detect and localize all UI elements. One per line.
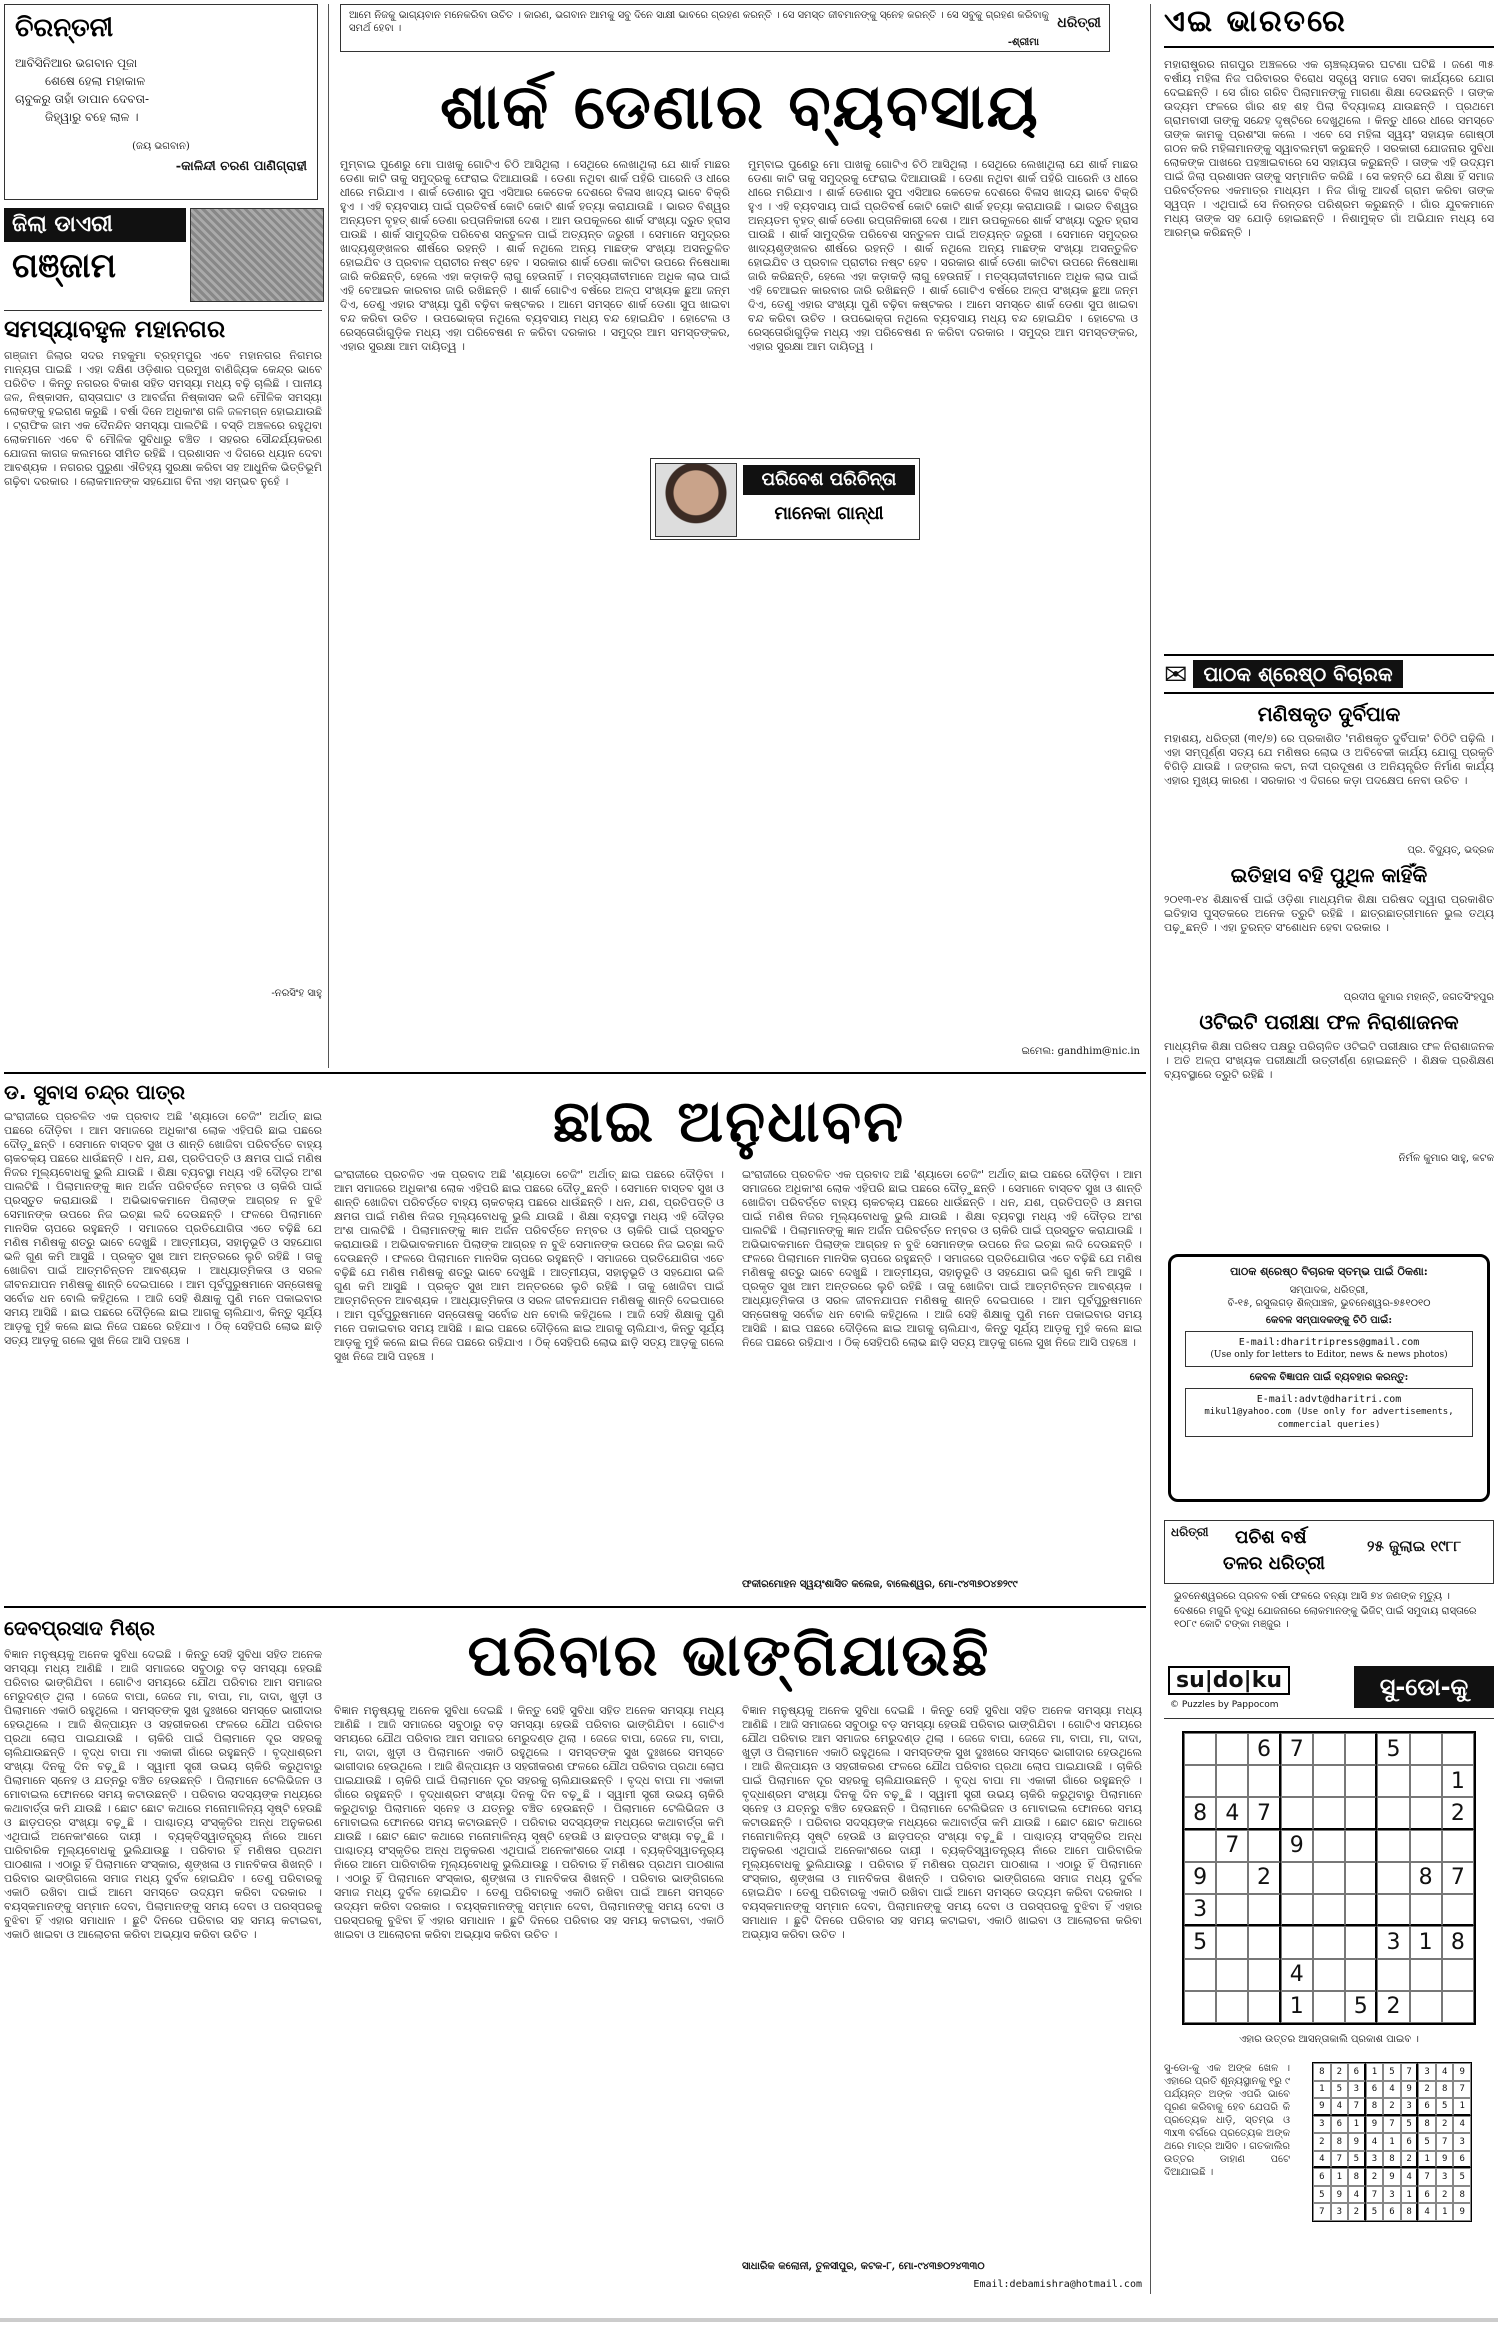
solution-cell: 5 (1401, 2116, 1419, 2134)
sudoku-cell[interactable] (1377, 1830, 1409, 1862)
solution-cell: 8 (1366, 2098, 1384, 2116)
solution-cell: 1 (1418, 2151, 1436, 2169)
shark-article (340, 158, 1140, 1058)
chhai-body-col1: ଇଂରାଜୀରେ ପ୍ରଚଳିତ ଏକ ପ୍ରବାଦ ଅଛି 'ଶ୍ୟାଡୋ ଚେଜିଂ' ଅର୍ଥାତ୍ ଛାଇ ପଛରେ ଦୌଡ଼ିବା । ଆମ ସମାଜରେ ଅଧିକାଂଶ ଲୋକ ଏହିପରି ଛାଇ ପଛରେ ଦୌଡ଼ୁଛନ୍ତି । ସେମାନେ ବାସ୍ତବ ସୁଖ ଓ ଶାନ୍ତି ଖୋଜିବା ପରିବର୍ତ୍ତେ ବାହ୍ୟ ଚାକଚକ୍ୟ ପଛରେ ଧାଉଁଛନ୍ତି । ଧନ, ଯଶ, ପ୍ରତିପତ୍ତି ଓ କ୍ଷମତା ପାଇଁ ମଣିଷ ନିଜର ମୂଲ୍ୟବୋଧକୁ ଭୁଲି ଯାଉଛି । ଶିକ୍ଷା ବ୍ୟବସ୍ଥା ମଧ୍ୟ ଏହି ଦୌଡ଼ର ଅଂଶ ପାଲଟିଛି । ପିଲାମାନଙ୍କୁ ଜ୍ଞାନ ଅର୍ଜନ ପରିବର୍ତ୍ତେ ନମ୍ବର ଓ ଚାକିରି ପାଇଁ ପ୍ରସ୍ତୁତ କରାଯାଉଛି । ଅଭିଭାବକମାନେ ପିଲାଙ୍କ ଆଗ୍ରହ ନ ବୁଝି ସେମାନଙ୍କ ଉପରେ ନିଜ ଇଚ୍ଛା ଲଦି ଦେଉଛନ୍ତି । ଫଳରେ ପିଲାମାନେ ମାନସିକ ଚାପରେ ରହୁଛନ୍ତି । ସମାଜରେ ପ୍ରତିଯୋଗିତା ଏତେ ବଢ଼ିଛି ଯେ ମଣିଷ ମଣିଷକୁ ଶତ୍ରୁ ଭାବେ ଦେଖୁଛି । ଆତ୍ମୀୟତା, ସହାନୁଭୂତି ଓ ସହଯୋଗ ଭଳି ଗୁଣ କମି ଆସୁଛି । ପ୍ରକୃତ ସୁଖ ଆମ ଅନ୍ତରରେ ଲୁଚି ରହିଛି । ତାକୁ ଖୋଜିବା ପାଇଁ ଆତ୍ମଚିନ୍ତନ ଆବଶ୍ୟକ । ଆଧ୍ୟାତ୍ମିକତା ଓ ସରଳ ଜୀବନଯାପନ ମଣିଷକୁ ଶାନ୍ତି ଦେଇପାରେ । ଆମ ପୂର୍ବପୁରୁଷମାନେ ସନ୍ତୋଷକୁ ସର୍ବୋଚ୍ଚ ଧନ ବୋଲି କହିଥିଲେ । ଆଜି ସେହି ଶିକ୍ଷାକୁ ପୁଣି ମନେ ପକାଇବାର ସମୟ ଆସିଛି । ଛାଇ ପଛରେ ଦୌଡ଼ିଲେ ଛାଇ ଆଗକୁ ଚାଲିଯାଏ, କିନ୍ତୁ ସୂର୍ଯ୍ୟ ଆଡ଼କୁ ମୁହଁ କଲେ ଛାଇ ନିଜେ ପଛରେ ରହିଯାଏ । ଠିକ୍ ସେହିପରି ଲୋଭ ଛାଡ଼ି ସତ୍ୟ ଆଡ଼କୁ ଗଲେ ସୁଖ ନିଜେ ଆସି ପହଞ୍ଚେ । (4, 1110, 322, 1347)
solution-cell: 4 (1313, 2151, 1331, 2169)
poem-line: ଆବିସିନିଆର ଭଗବାନ ପୂଜା (15, 56, 138, 70)
sudoku-cell[interactable] (1313, 1765, 1345, 1797)
sudoku-cell[interactable] (1377, 1797, 1409, 1829)
masthead-title: ଏଇ ଭାରତରେ (1164, 4, 1347, 39)
sudoku-cell[interactable] (1281, 1894, 1313, 1926)
sudoku-cell[interactable] (1442, 1959, 1474, 1991)
solution-cell: 6 (1418, 2098, 1436, 2116)
poem-line: ଶେଷେ ହେଲା ମହାକାଳ (45, 74, 146, 88)
solution-cell: 9 (1453, 2063, 1471, 2081)
sudoku-cell: 1 (1410, 1926, 1442, 1958)
solution-cell: 6 (1383, 2203, 1401, 2221)
solution-cell: 8 (1348, 2168, 1366, 2186)
sudoku-cell[interactable] (1345, 1733, 1377, 1765)
quote-text: ଆମେ ନିଜକୁ ଭାଗ୍ୟବାନ ମନେକରିବା ଉଚିତ । କାରଣ, ଭଗବାନ ଆମକୁ ସବୁ ଦିନେ ସାକ୍ଷୀ ଭାବରେ ଗ୍ରହଣ କରନ୍ତି । ସେ ସମସ୍ତ ଜୀବମାନଙ୍କୁ ସ୍ନେହ କରନ୍ତି । ସେ ସବୁକୁ ଗ୍ରହଣ କରିବାକୁ ସମର୍ଥ ହେବା । (349, 10, 1049, 34)
contact-email[interactable]: E-mail:dharitripress@gmail.com (1238, 1337, 1420, 1348)
solution-cell: 7 (1313, 2203, 1331, 2221)
sudoku-cell: 9 (1184, 1862, 1216, 1894)
sudoku-cell[interactable] (1248, 1765, 1280, 1797)
district-headline: ସମସ୍ୟାବହୁଳ ମହାନଗର (4, 310, 322, 343)
solution-cell: 1 (1366, 2063, 1384, 2081)
sudoku-cell[interactable] (1345, 1797, 1377, 1829)
sudoku-cell[interactable] (1313, 1959, 1345, 1991)
sudoku-cell[interactable] (1410, 1765, 1442, 1797)
solution-cell: 1 (1331, 2168, 1349, 2186)
quote-brand: ଧରିତ୍ରୀ (1057, 15, 1101, 31)
solution-cell: 7 (1366, 2186, 1384, 2204)
solution-cell: 2 (1331, 2063, 1349, 2081)
solution-cell: 9 (1383, 2168, 1401, 2186)
sudoku-cell[interactable] (1281, 1862, 1313, 1894)
sudoku-cell[interactable] (1216, 1926, 1248, 1958)
contact-email-note: (Use only for letters to Editor, news & news photos) (1210, 1350, 1448, 1360)
solution-cell: 6 (1401, 2133, 1419, 2151)
sudoku-cell[interactable] (1345, 1765, 1377, 1797)
district-name: ଗଞ୍ଜାମ (12, 246, 117, 286)
poem-line: ଚାବୁକରୁ ତାହାଁ ଡାପାନ ଦେବତା- (15, 92, 150, 106)
solution-cell: 2 (1401, 2151, 1419, 2169)
sudoku-cell[interactable] (1281, 1765, 1313, 1797)
solution-cell: 9 (1313, 2098, 1331, 2116)
sudoku-cell[interactable] (1410, 1894, 1442, 1926)
solution-cell: 4 (1366, 2133, 1384, 2151)
letter-body: ମହାଶୟ, ଧରିତ୍ରୀ (୩୧/୭) ରେ ପ୍ରକାଶିତ 'ମଣିଷକୃତ ଦୁର୍ବିପାକ' ଚିଠିଟି ପଢ଼ିଲି । ଏହା ସମ୍ପୂର୍ଣ୍ଣ ସତ୍ୟ ଯେ ମଣିଷର ଲୋଭ ଓ ଅବିବେକୀ କାର୍ଯ୍ୟ ଯୋଗୁ ପ୍ରକୃତି ବିଗିଡ଼ି ଯାଉଛି । ଜଙ୍ଗଲ କଟା, ନଦୀ ପ୍ରଦୂଷଣ ଓ ଅନିୟନ୍ତ୍ରିତ ନିର୍ମାଣ କାର୍ଯ୍ୟ ଏହାର ମୁଖ୍ୟ କାରଣ । ସରକାର ଏ ଦିଗରେ କଡ଼ା ପଦକ୍ଷେପ ନେବା ଉଚିତ । (1164, 732, 1494, 787)
contact-note: କେବଳ ବିଜ୍ଞାପନ ପାଇଁ ବ୍ୟବହାର କରନ୍ତୁ: (1249, 1372, 1409, 1383)
sudoku-cell[interactable] (1281, 1926, 1313, 1958)
sudoku-cell[interactable] (1216, 1733, 1248, 1765)
family-email[interactable]: Email:debamishra@hotmail.com (973, 2279, 1142, 2290)
sudoku-brand: su|do|ku (1168, 1666, 1290, 1695)
sudoku-cell[interactable] (1377, 1894, 1409, 1926)
right-top-article: ମହାରାଷ୍ଟ୍ରର ନାଗପୁର ଅଞ୍ଚଳରେ ଏକ ଚାଞ୍ଚଲ୍ୟକର ଘଟଣା ଘଟିଛି । ଜଣେ ୩୫ ବର୍ଷୀୟ ମହିଳା ନିଜ ପରିବାରର ବିରୋଧ ସତ୍ତ୍ୱେ ସମାଜ ସେବା କାର୍ଯ୍ୟରେ ଯୋଗ ଦେଇଛନ୍ତି । ସେ ଗାଁର ଗରିବ ପିଲାମାନଙ୍କୁ ମାଗଣା ଶିକ୍ଷା ଦେଉଛନ୍ତି । ତାଙ୍କ ଉଦ୍ୟମ ଫଳରେ ଗାଁର ଶହ ଶହ ପିଲା ବିଦ୍ୟାଳୟ ଯାଉଛନ୍ତି । ପ୍ରଥମେ ଗ୍ରାମବାସୀ ତାଙ୍କୁ ସନ୍ଦେହ ଦୃଷ୍ଟିରେ ଦେଖୁଥିଲେ । କିନ୍ତୁ ଧୀରେ ଧୀରେ ସମସ୍ତେ ତାଙ୍କ କାମକୁ ପ୍ରଶଂସା କଲେ । ଏବେ ସେ ମହିଳା ସ୍ୱୟଂ ସହାୟକ ଗୋଷ୍ଠୀ ଗଠନ କରି ମହିଳାମାନଙ୍କୁ ସ୍ୱାବଲମ୍ବୀ କରୁଛନ୍ତି । ସରକାରୀ ଯୋଜନାର ସୁବିଧା ଲୋକଙ୍କ ପାଖରେ ପହଞ୍ଚାଇବାରେ ସେ ସହାୟତା କରୁଛନ୍ତି । ତାଙ୍କ ଏହି ଉଦ୍ୟମ ପାଇଁ ଜିଲା ପ୍ରଶାସନ ତାଙ୍କୁ ସମ୍ମାନିତ କରିଛି । ସେ କହନ୍ତି ଯେ ଶିକ୍ଷା ହିଁ ସମାଜ ପରିବର୍ତ୍ତନର ଏକମାତ୍ର ମାଧ୍ୟମ । ନିଜ ଗାଁକୁ ଆଦର୍ଶ ଗ୍ରାମ କରିବା ତାଙ୍କ ସ୍ୱପ୍ନ । ଏଥିପାଇଁ ସେ ନିରନ୍ତର ପରିଶ୍ରମ କରୁଛନ୍ତି । ଗାଁର ଯୁବକମାନେ ମଧ୍ୟ ତାଙ୍କ ସହ ଯୋଡ଼ି ହୋଇଛନ୍ତି । ନିଶାମୁକ୍ତ ଗାଁ ଅଭିଯାନ ମଧ୍ୟ ସେ ଆରମ୍ଭ କରିଛନ୍ତି । (1164, 58, 1494, 239)
solution-cell: 7 (1418, 2168, 1436, 2186)
solution-cell: 4 (1331, 2098, 1349, 2116)
solution-cell: 1 (1453, 2098, 1471, 2116)
sudoku-cell[interactable] (1410, 1797, 1442, 1829)
solution-cell: 4 (1401, 2168, 1419, 2186)
district-photo (190, 208, 324, 302)
sudoku-cell[interactable] (1216, 1991, 1248, 2023)
sudoku-cell: 8 (1442, 1926, 1474, 1958)
anniversary-title: ତଳର ଧରିତ୍ରୀ (1223, 1553, 1325, 1574)
poem-source: (ଜୟ ଭଗବାନ) (132, 141, 190, 152)
sudoku-cell[interactable] (1184, 1733, 1216, 1765)
sudoku-cell[interactable] (1313, 1894, 1345, 1926)
family-article (4, 1612, 1146, 2302)
sudoku-cell: 2 (1377, 1991, 1409, 2023)
sudoku-cell[interactable] (1442, 1894, 1474, 1926)
contact-address: ବି-୧୫, ରସୁଲଗଡ଼ ଶିଳ୍ପାଞ୍ଚଳ, ଭୁବନେଶ୍ୱର-୭୫୧୦୧୦ (1227, 1298, 1431, 1309)
solution-cell: 9 (1348, 2133, 1366, 2151)
solution-cell: 8 (1401, 2203, 1419, 2221)
sudoku-section (1164, 1662, 1494, 2292)
solution-cell: 2 (1383, 2098, 1401, 2116)
sudoku-cell: 6 (1248, 1733, 1280, 1765)
sudoku-cell: 7 (1442, 1862, 1474, 1894)
sudoku-cell[interactable] (1248, 1991, 1280, 2023)
sudoku-solution-heading: ଏହାର ଉତ୍ତର ଆସନ୍ତାକାଲି ପ୍ରକାଶ ପାଇବ । (1239, 2034, 1419, 2045)
solution-cell: 9 (1331, 2186, 1349, 2204)
letters-banner: ପାଠକ ଶ୍ରେଷ୍ଠ ବିଚାରକ (1193, 660, 1402, 688)
solution-cell: 3 (1383, 2186, 1401, 2204)
solution-cell: 1 (1436, 2203, 1454, 2221)
solution-cell: 8 (1331, 2133, 1349, 2151)
solution-cell: 4 (1418, 2203, 1436, 2221)
sudoku-cell[interactable] (1216, 1894, 1248, 1926)
sudoku-cell[interactable] (1345, 1862, 1377, 1894)
solution-cell: 6 (1348, 2063, 1366, 2081)
solution-cell: 8 (1383, 2151, 1401, 2169)
solution-cell: 3 (1453, 2133, 1471, 2151)
letter-title: ଇତିହାସ ବହି ପୁଥିଳ କାହିଁକି (1230, 863, 1428, 887)
shark-headline: ଶାର୍କ ଡେଣାର ବ୍ୟବସାୟ (440, 70, 1040, 143)
sudoku-cell[interactable] (1313, 1991, 1345, 2023)
family-body-col1: ବିଜ୍ଞାନ ମନୁଷ୍ୟକୁ ଅନେକ ସୁବିଧା ଦେଇଛି । କିନ୍ତୁ ସେହି ସୁବିଧା ସହିତ ଅନେକ ସମସ୍ୟା ମଧ୍ୟ ଆଣିଛି । ଆଜି ସମାଜରେ ସବୁଠାରୁ ବଡ଼ ସମସ୍ୟା ହେଉଛି ପରିବାର ଭାଙ୍ଗିଯିବା । ଗୋଟିଏ ସମୟରେ ଯୌଥ ପରିବାର ଆମ ସମାଜର ମେରୁଦଣ୍ଡ ଥିଲା । ଜେଜେ ବାପା, ଜେଜେ ମା, ବାପା, ମା, ଦାଦା, ଖୁଡ଼ୀ ଓ ପିଲାମାନେ ଏକାଠି ରହୁଥିଲେ । ସମସ୍ତଙ୍କ ସୁଖ ଦୁଃଖରେ ସମସ୍ତେ ଭାଗୀଦାର ହେଉଥିଲେ । ଆଜି ଶିଳ୍ପାୟନ ଓ ସହରୀକରଣ ଫଳରେ ଯୌଥ ପରିବାର ପ୍ରଥା ଲୋପ ପାଇଯାଉଛି । ଚାକିରି ପାଇଁ ପିଲାମାନେ ଦୂର ସହରକୁ ଚାଲିଯାଉଛନ୍ତି । ବୃଦ୍ଧ ବାପା ମା ଏକାକୀ ଗାଁରେ ରହୁଛନ୍ତି । ବୃଦ୍ଧାଶ୍ରମ ସଂଖ୍ୟା ଦିନକୁ ଦିନ ବଢ଼ୁଛି । ସ୍ୱାମୀ ସ୍ତ୍ରୀ ଉଭୟ ଚାକିରି କରୁଥିବାରୁ ପିଲାମାନେ ସ୍ନେହ ଓ ଯତ୍ନରୁ ବଞ୍ଚିତ ହେଉଛନ୍ତି । ପିଲାମାନେ ଟେଲିଭିଜନ ଓ ମୋବାଇଲ ଫୋନରେ ସମୟ କଟାଉଛନ୍ତି । ପରିବାର ସଦସ୍ୟଙ୍କ ମଧ୍ୟରେ କଥାବାର୍ତ୍ତା କମି ଯାଉଛି । ଛୋଟ ଛୋଟ କଥାରେ ମନୋମାଳିନ୍ୟ ସୃଷ୍ଟି ହେଉଛି ଓ ଛାଡ଼ପତ୍ର ସଂଖ୍ୟା ବଢ଼ୁଛି । ପାଶ୍ଚାତ୍ୟ ସଂସ୍କୃତିର ଅନ୍ଧ ଅନୁକରଣ ଏଥିପାଇଁ ଅନେକାଂଶରେ ଦାୟୀ । ବ୍ୟକ୍ତିସ୍ୱାତନ୍ତ୍ର୍ୟ ନାଁରେ ଆମେ ପାରିବାରିକ ମୂଲ୍ୟବୋଧକୁ ଭୁଲିଯାଉଛୁ । ପରିବାର ହିଁ ମଣିଷର ପ୍ରଥମ ପାଠଶାଳା । ଏଠାରୁ ହିଁ ପିଲାମାନେ ସଂସ୍କାର, ଶୃଙ୍ଖଳା ଓ ମାନବିକତା ଶିଖନ୍ତି । ପରିବାର ଭାଙ୍ଗିଗଲେ ସମାଜ ମଧ୍ୟ ଦୁର୍ବଳ ହୋଇଯିବ । ତେଣୁ ପରିବାରକୁ ଏକାଠି ରଖିବା ପାଇଁ ଆମେ ସମସ୍ତେ ଉଦ୍ୟମ କରିବା ଦରକାର । ବୟସ୍କମାନଙ୍କୁ ସମ୍ମାନ ଦେବା, ପିଲାମାନଙ୍କୁ ସମୟ ଦେବା ଓ ପରସ୍ପରକୁ ବୁଝିବା ହିଁ ଏହାର ସମାଧାନ । ଛୁଟି ଦିନରେ ପରିବାର ସହ ସମୟ କଟାଇବା, ଏକାଠି ଖାଇବା ଓ ଆଲୋଚନା କରିବା ଅଭ୍ୟାସ କରିବା ଉଚିତ । (4, 1648, 322, 1941)
sudoku-cell: 5 (1184, 1926, 1216, 1958)
sudoku-cell[interactable] (1216, 1862, 1248, 1894)
family-headline: ପରିବାର ଭାଙ୍ଗିଯାଉଛି (467, 1621, 991, 1689)
family-body-col3: ବିଜ୍ଞାନ ମନୁଷ୍ୟକୁ ଅନେକ ସୁବିଧା ଦେଇଛି । କିନ୍ତୁ ସେହି ସୁବିଧା ସହିତ ଅନେକ ସମସ୍ୟା ମଧ୍ୟ ଆଣିଛି । ଆଜି ସମାଜରେ ସବୁଠାରୁ ବଡ଼ ସମସ୍ୟା ହେଉଛି ପରିବାର ଭାଙ୍ଗିଯିବା । ଗୋଟିଏ ସମୟରେ ଯୌଥ ପରିବାର ଆମ ସମାଜର ମେରୁଦଣ୍ଡ ଥିଲା । ଜେଜେ ବାପା, ଜେଜେ ମା, ବାପା, ମା, ଦାଦା, ଖୁଡ଼ୀ ଓ ପିଲାମାନେ ଏକାଠି ରହୁଥିଲେ । ସମସ୍ତଙ୍କ ସୁଖ ଦୁଃଖରେ ସମସ୍ତେ ଭାଗୀଦାର ହେଉଥିଲେ । ଆଜି ଶିଳ୍ପାୟନ ଓ ସହରୀକରଣ ଫଳରେ ଯୌଥ ପରିବାର ପ୍ରଥା ଲୋପ ପାଇଯାଉଛି । ଚାକିରି ପାଇଁ ପିଲାମାନେ ଦୂର ସହରକୁ ଚାଲିଯାଉଛନ୍ତି । ବୃଦ୍ଧ ବାପା ମା ଏକାକୀ ଗାଁରେ ରହୁଛନ୍ତି । ବୃଦ୍ଧାଶ୍ରମ ସଂଖ୍ୟା ଦିନକୁ ଦିନ ବଢ଼ୁଛି । ସ୍ୱାମୀ ସ୍ତ୍ରୀ ଉଭୟ ଚାକିରି କରୁଥିବାରୁ ପିଲାମାନେ ସ୍ନେହ ଓ ଯତ୍ନରୁ ବଞ୍ଚିତ ହେଉଛନ୍ତି । ପିଲାମାନେ ଟେଲିଭିଜନ ଓ ମୋବାଇଲ ଫୋନରେ ସମୟ କଟାଉଛନ୍ତି । ପରିବାର ସଦସ୍ୟଙ୍କ ମଧ୍ୟରେ କଥାବାର୍ତ୍ତା କମି ଯାଉଛି । ଛୋଟ ଛୋଟ କଥାରେ ମନୋମାଳିନ୍ୟ ସୃଷ୍ଟି ହେଉଛି ଓ ଛାଡ଼ପତ୍ର ସଂଖ୍ୟା ବଢ଼ୁଛି । ପାଶ୍ଚାତ୍ୟ ସଂସ୍କୃତିର ଅନ୍ଧ ଅନୁକରଣ ଏଥିପାଇଁ ଅନେକାଂଶରେ ଦାୟୀ । ବ୍ୟକ୍ତିସ୍ୱାତନ୍ତ୍ର୍ୟ ନାଁରେ ଆମେ ପାରିବାରିକ ମୂଲ୍ୟବୋଧକୁ ଭୁଲିଯାଉଛୁ । ପରିବାର ହିଁ ମଣିଷର ପ୍ରଥମ ପାଠଶାଳା । ଏଠାରୁ ହିଁ ପିଲାମାନେ ସଂସ୍କାର, ଶୃଙ୍ଖଳା ଓ ମାନବିକତା ଶିଖନ୍ତି । ପରିବାର ଭାଙ୍ଗିଗଲେ ସମାଜ ମଧ୍ୟ ଦୁର୍ବଳ ହୋଇଯିବ । ତେଣୁ ପରିବାରକୁ ଏକାଠି ରଖିବା ପାଇଁ ଆମେ ସମସ୍ତେ ଉଦ୍ୟମ କରିବା ଦରକାର । ବୟସ୍କମାନଙ୍କୁ ସମ୍ମାନ ଦେବା, ପିଲାମାନଙ୍କୁ ସମୟ ଦେବା ଓ ପରସ୍ପରକୁ ବୁଝିବା ହିଁ ଏହାର ସମାଧାନ । ଛୁଟି ଦିନରେ ପରିବାର ସହ ସମୟ କଟାଇବା, ଏକାଠି ଖାଇବା ଓ ଆଲୋଚନା କରିବା ଅଭ୍ୟାସ କରିବା ଉଚିତ । (742, 1704, 1142, 1941)
district-body: ଗଞ୍ଜାମ ଜିଲାର ସଦର ମହକୁମା ବ୍ରହ୍ମପୁର ଏବେ ମହାନଗର ନିଗମର ମାନ୍ୟତା ପାଇଛି । ଏହା ଦକ୍ଷିଣ ଓଡ଼ିଶାର ପ୍ରମୁଖ ବାଣିଜ୍ୟିକ କେନ୍ଦ୍ର ଭାବେ ପରିଚିତ । କିନ୍ତୁ ନଗରର ବିକାଶ ସହିତ ସମସ୍ୟା ମଧ୍ୟ ବଢ଼ି ଚାଲିଛି । ପାନୀୟ ଜଳ, ନିଷ୍କାସନ, ରାସ୍ତାଘାଟ ଓ ଆବର୍ଜନା ନିଷ୍କାସନ ଭଳି ମୌଳିକ ସମସ୍ୟା ଲୋକଙ୍କୁ ହଇରାଣ କରୁଛି । ବର୍ଷା ଦିନେ ଅଧିକାଂଶ ଗଳି ଜଳମଗ୍ନ ହୋଇଯାଉଛି । ଟ୍ରାଫିକ ଜାମ ଏକ ଦୈନନ୍ଦିନ ସମସ୍ୟା ପାଲଟିଛି । ବସ୍ତି ଅଞ୍ଚଳରେ ରହୁଥିବା ଲୋକମାନେ ଏବେ ବି ମୌଳିକ ସୁବିଧାରୁ ବଞ୍ଚିତ । ସହରର ସୌନ୍ଦର୍ଯ୍ୟକରଣ ଯୋଜନା କାଗଜ କଲମରେ ସୀମିତ ରହିଛି । ପ୍ରଶାସନ ଏ ଦିଗରେ ଧ୍ୟାନ ଦେବା ଆବଶ୍ୟକ । ନଗରର ପୁରୁଣା ଐତିହ୍ୟ ସୁରକ୍ଷା କରିବା ସହ ଆଧୁନିକ ଭିତ୍ତିଭୂମି ଗଢ଼ିବା ଦରକାର । ଲୋକମାନଙ୍କ ସହଯୋଗ ବିନା ଏହା ସମ୍ଭବ ନୁହେଁ । (4, 349, 322, 488)
family-footer: ସାଧାରିକ କଲୋନୀ, ତୁଳସୀପୁର, କଟକ-୮, ମୋ-୯୪୩୭୦୨୪୩୩୦ (742, 2261, 985, 2272)
sudoku-cell[interactable] (1216, 1959, 1248, 1991)
sudoku-cell: 7 (1281, 1733, 1313, 1765)
column-rule (1150, 4, 1151, 2294)
solution-cell: 2 (1313, 2133, 1331, 2151)
solution-cell: 4 (1348, 2186, 1366, 2204)
solution-cell: 5 (1366, 2203, 1384, 2221)
poem-box (4, 4, 318, 200)
solution-cell: 4 (1453, 2116, 1471, 2134)
solution-cell: 3 (1436, 2168, 1454, 2186)
anniversary-date: ୨୫ ଜୁଲାଇ ୧୯୮୮ (1367, 1537, 1462, 1555)
solution-cell: 3 (1418, 2063, 1436, 2081)
solution-cell: 6 (1331, 2116, 1349, 2134)
sudoku-cell: 4 (1281, 1959, 1313, 1991)
masthead (1164, 4, 1494, 48)
chhai-headline: ଛାଇ ଅନୁଧାବନ (552, 1087, 906, 1155)
solution-cell: 2 (1366, 2168, 1384, 2186)
family-author: ଦେବପ୍ରସାଦ ମିଶ୍ର (4, 1616, 155, 1640)
solution-cell: 9 (1366, 2116, 1384, 2134)
sudoku-cell: 8 (1410, 1862, 1442, 1894)
solution-cell: 6 (1418, 2186, 1436, 2204)
district-section (4, 208, 322, 1068)
anniversary-brand: ଧରିତ୍ରୀ (1171, 1525, 1209, 1539)
sudoku-cell[interactable] (1410, 1830, 1442, 1862)
letter-author: ପ୍ରଦୀପ କୁମାର ମହାନ୍ତି, ଜଗତସିଂହପୁର (1343, 992, 1494, 1003)
solution-cell: 2 (1436, 2186, 1454, 2204)
sudoku-cell: 7 (1248, 1797, 1280, 1829)
sudoku-cell: 2 (1248, 1862, 1280, 1894)
solution-cell: 1 (1348, 2116, 1366, 2134)
poem-author: -କାଳିନ୍ଦୀ ଚରଣ ପାଣିଗ୍ରାହୀ (175, 159, 307, 174)
contact-heading: ପାଠକ ଶ୍ରେଷ୍ଠ ବିଚାରକ ସ୍ତମ୍ଭ ପାଇଁ ଠିକଣା: (1230, 1265, 1428, 1278)
sudoku-cell: 9 (1281, 1830, 1313, 1862)
sudoku-cell[interactable] (1248, 1959, 1280, 1991)
sudoku-cell[interactable] (1184, 1959, 1216, 1991)
sudoku-brand-sub: © Puzzles by Pappocom (1170, 1700, 1279, 1710)
sudoku-cell[interactable] (1345, 1830, 1377, 1862)
anniversary-item: ଦେଶରେ ମଜୁରି ବୃଦ୍ଧି ଯୋଜନାରେ ଲୋକମାନଙ୍କୁ ଭିଜିଟ୍ ପାଇଁ ସମୁଦାୟ ରାସ୍ତାରେ ୧୦୮୯ କୋଟି ଟଙ୍କା ମଞ୍ଜୁର । (1174, 1606, 1477, 1630)
sudoku-cell: 3 (1377, 1926, 1409, 1958)
sudoku-cell[interactable] (1216, 1765, 1248, 1797)
column-rule (328, 4, 329, 1068)
solution-cell: 1 (1383, 2133, 1401, 2151)
sudoku-cell[interactable] (1410, 1991, 1442, 2023)
solution-cell: 5 (1331, 2081, 1349, 2099)
sudoku-solution-grid (1312, 2062, 1472, 2222)
contact-address: ସମ୍ପାଦକ, ଧରିତ୍ରୀ, (1289, 1285, 1369, 1296)
shark-body-col2: ମୁମ୍ବାଇ ପୁଣେରୁ ମୋ ପାଖକୁ ଗୋଟିଏ ଚିଠି ଆସିଥିଲା । ସେଥିରେ ଲେଖାଥିଲା ଯେ ଶାର୍କ ମାଛର ଡେଣା କାଟି ତାକୁ ସମୁଦ୍ରକୁ ଫେରାଇ ଦିଆଯାଉଛି । ଡେଣା ନଥିବା ଶାର୍କ ପହଁରି ପାରେନି ଓ ଧୀରେ ଧୀରେ ମରିଯାଏ । ଶାର୍କ ଡେଣାର ସୁପ ଏସିଆର କେତେକ ଦେଶରେ ବିଳାସ ଖାଦ୍ୟ ଭାବେ ବିକ୍ରି ହୁଏ । ଏହି ବ୍ୟବସାୟ ପାଇଁ ପ୍ରତିବର୍ଷ କୋଟି କୋଟି ଶାର୍କ ହତ୍ୟା କରାଯାଉଛି । ଭାରତ ବିଶ୍ୱର ଅନ୍ୟତମ ବୃହତ୍ ଶାର୍କ ଡେଣା ରପ୍ତାନିକାରୀ ଦେଶ । ଆମ ଉପକୂଳରେ ଶାର୍କ ସଂଖ୍ୟା ଦ୍ରୁତ ହ୍ରାସ ପାଉଛି । ଶାର୍କ ସାମୁଦ୍ରିକ ପରିବେଶ ସନ୍ତୁଳନ ପାଇଁ ଅତ୍ୟନ୍ତ ଜରୁରୀ । ସେମାନେ ସମୁଦ୍ରର ଖାଦ୍ୟଶୃଙ୍ଖଳର ଶୀର୍ଷରେ ରହନ୍ତି । ଶାର୍କ ନଥିଲେ ଅନ୍ୟ ମାଛଙ୍କ ସଂଖ୍ୟା ଅସନ୍ତୁଳିତ ହୋଇଯିବ ଓ ପ୍ରବାଳ ପ୍ରାଚୀର ନଷ୍ଟ ହେବ । ସରକାର ଶାର୍କ ଡେଣା କାଟିବା ଉପରେ ନିଷେଧାଜ୍ଞା ଜାରି କରିଛନ୍ତି, ହେଲେ ଏହା କଡ଼ାକଡ଼ି ଲାଗୁ ହେଉନାହିଁ । ମତ୍ସ୍ୟଜୀବୀମାନେ ଅଧିକ ଲାଭ ପାଇଁ ଏହି ବେଆଇନ କାରବାର ଜାରି ରଖିଛନ୍ତି । ଶାର୍କ ଗୋଟିଏ ବର୍ଷରେ ଅଳ୍ପ ସଂଖ୍ୟକ ଛୁଆ ଜନ୍ମ ଦିଏ, ତେଣୁ ଏହାର ସଂଖ୍ୟା ପୁଣି ବଢ଼ିବା କଷ୍ଟକର । ଆମେ ସମସ୍ତେ ଶାର୍କ ଡେଣା ସୁପ ଖାଇବା ବନ୍ଦ କରିବା ଉଚିତ । ଉପଭୋକ୍ତା ନଥିଲେ ବ୍ୟବସାୟ ମଧ୍ୟ ବନ୍ଦ ହୋଇଯିବ । ହୋଟେଲ ଓ ରେସ୍ତୋରାଁଗୁଡ଼ିକ ମଧ୍ୟ ଏହା ପରିବେଷଣ ନ କରିବା ଦରକାର । ସମୁଦ୍ର ଆମ ସମସ୍ତଙ୍କର, ଏହାର ସୁରକ୍ଷା ଆମ ଦାୟିତ୍ୱ । (748, 158, 1138, 353)
chhai-footer: ଫକୀରମୋହନ ସ୍ୱୟଂଶାସିତ କଲେଜ, ବାଲେଶ୍ୱର, ମୋ-୯୪୩୭୦୪୭୨୯୯ (742, 1579, 1018, 1590)
letter-author: ପ୍ର. ବିଦ୍ୟୁତ୍, ଭଦ୍ରକ (1407, 845, 1494, 856)
sudoku-cell: 8 (1184, 1797, 1216, 1829)
solution-cell: 8 (1313, 2063, 1331, 2081)
letter-author: ନିର୍ମଳ କୁମାର ସାହୁ, କଟକ (1398, 1153, 1494, 1164)
sudoku-cell[interactable] (1313, 1797, 1345, 1829)
chhai-body-col3: ଇଂରାଜୀରେ ପ୍ରଚଳିତ ଏକ ପ୍ରବାଦ ଅଛି 'ଶ୍ୟାଡୋ ଚେଜିଂ' ଅର୍ଥାତ୍ ଛାଇ ପଛରେ ଦୌଡ଼ିବା । ଆମ ସମାଜରେ ଅଧିକାଂଶ ଲୋକ ଏହିପରି ଛାଇ ପଛରେ ଦୌଡ଼ୁଛନ୍ତି । ସେମାନେ ବାସ୍ତବ ସୁଖ ଓ ଶାନ୍ତି ଖୋଜିବା ପରିବର୍ତ୍ତେ ବାହ୍ୟ ଚାକଚକ୍ୟ ପଛରେ ଧାଉଁଛନ୍ତି । ଧନ, ଯଶ, ପ୍ରତିପତ୍ତି ଓ କ୍ଷମତା ପାଇଁ ମଣିଷ ନିଜର ମୂଲ୍ୟବୋଧକୁ ଭୁଲି ଯାଉଛି । ଶିକ୍ଷା ବ୍ୟବସ୍ଥା ମଧ୍ୟ ଏହି ଦୌଡ଼ର ଅଂଶ ପାଲଟିଛି । ପିଲାମାନଙ୍କୁ ଜ୍ଞାନ ଅର୍ଜନ ପରିବର୍ତ୍ତେ ନମ୍ବର ଓ ଚାକିରି ପାଇଁ ପ୍ରସ୍ତୁତ କରାଯାଉଛି । ଅଭିଭାବକମାନେ ପିଲାଙ୍କ ଆଗ୍ରହ ନ ବୁଝି ସେମାନଙ୍କ ଉପରେ ନିଜ ଇଚ୍ଛା ଲଦି ଦେଉଛନ୍ତି । ଫଳରେ ପିଲାମାନେ ମାନସିକ ଚାପରେ ରହୁଛନ୍ତି । ସମାଜରେ ପ୍ରତିଯୋଗିତା ଏତେ ବଢ଼ିଛି ଯେ ମଣିଷ ମଣିଷକୁ ଶତ୍ରୁ ଭାବେ ଦେଖୁଛି । ଆତ୍ମୀୟତା, ସହାନୁଭୂତି ଓ ସହଯୋଗ ଭଳି ଗୁଣ କମି ଆସୁଛି । ପ୍ରକୃତ ସୁଖ ଆମ ଅନ୍ତରରେ ଲୁଚି ରହିଛି । ତାକୁ ଖୋଜିବା ପାଇଁ ଆତ୍ମଚିନ୍ତନ ଆବଶ୍ୟକ । ଆଧ୍ୟାତ୍ମିକତା ଓ ସରଳ ଜୀବନଯାପନ ମଣିଷକୁ ଶାନ୍ତି ଦେଇପାରେ । ଆମ ପୂର୍ବପୁରୁଷମାନେ ସନ୍ତୋଷକୁ ସର୍ବୋଚ୍ଚ ଧନ ବୋଲି କହିଥିଲେ । ଆଜି ସେହି ଶିକ୍ଷାକୁ ପୁଣି ମନେ ପକାଇବାର ସମୟ ଆସିଛି । ଛାଇ ପଛରେ ଦୌଡ଼ିଲେ ଛାଇ ଆଗକୁ ଚାଲିଯାଏ, କିନ୍ତୁ ସୂର୍ଯ୍ୟ ଆଡ଼କୁ ମୁହଁ କଲେ ଛାଇ ନିଜେ ପଛରେ ରହିଯାଏ । ଠିକ୍ ସେହିପରି ଲୋଭ ଛାଡ଼ି ସତ୍ୟ ଆଡ଼କୁ ଗଲେ ସୁଖ ନିଜେ ଆସି ପହଞ୍ଚେ । (742, 1168, 1142, 1349)
solution-cell: 7 (1331, 2151, 1349, 2169)
sudoku-cell[interactable] (1184, 1991, 1216, 2023)
poem-line: ଜିହ୍ୱାରୁ ବହେ ଲାଳ । (45, 110, 139, 124)
sudoku-cell: 5 (1377, 1733, 1409, 1765)
sudoku-cell[interactable] (1281, 1797, 1313, 1829)
sudoku-rules: ସୁ-ଡୋ-କୁ ଏକ ଅଙ୍କ ଖେଳ । ଏହାରେ ପ୍ରତି ଶୂନ୍ୟସ୍ଥାନକୁ ୧ରୁ ୯ ପର୍ଯ୍ୟନ୍ତ ଅଙ୍କ ଏପରି ଭାବେ ପୂରଣ କରିବାକୁ ହେବ ଯେପରି କି ପ୍ରତ୍ୟେକ ଧାଡ଼ି, ସ୍ତମ୍ଭ ଓ ୩x୩ ବର୍ଗରେ ପ୍ରତ୍ୟେକ ଅଙ୍କ ଥରେ ମାତ୍ର ଆସିବ । ଗତକାଲିର ଉତ୍ତର ଡାହାଣ ପଟେ ଦିଆଯାଇଛି । (1164, 2063, 1290, 2178)
letter-title: ମଣିଷକୃତ ଦୁର୍ବିପାକ (1257, 702, 1401, 726)
anniversary-item: ଭୁବନେଶ୍ୱରରେ ପ୍ରବଳ ବର୍ଷା ଫଳରେ ବନ୍ୟା ଆସି ୭୪ ଜଣଙ୍କ ମୃତ୍ୟୁ । (1174, 1591, 1450, 1602)
sudoku-cell: 4 (1216, 1797, 1248, 1829)
sudoku-cell[interactable] (1313, 1926, 1345, 1958)
letter-title: ଓଟିଇଟି ପରୀକ୍ଷା ଫଳ ନିରାଶାଜନକ (1199, 1010, 1459, 1034)
sudoku-cell[interactable] (1248, 1926, 1280, 1958)
sudoku-cell[interactable] (1345, 1894, 1377, 1926)
sudoku-cell[interactable] (1313, 1830, 1345, 1862)
district-author: -ନରସିଂହ ସାହୁ (271, 988, 322, 999)
solution-cell: 9 (1453, 2203, 1471, 2221)
solution-cell: 3 (1348, 2081, 1366, 2099)
sudoku-cell[interactable] (1313, 1733, 1345, 1765)
column-tag-box (650, 458, 920, 540)
contact-email[interactable]: E-mail:advt@dharitri.com (1256, 1394, 1402, 1405)
solution-cell: 1 (1401, 2186, 1419, 2204)
solution-cell: 5 (1348, 2151, 1366, 2169)
solution-cell: 8 (1418, 2116, 1436, 2134)
family-body-col2: ବିଜ୍ଞାନ ମନୁଷ୍ୟକୁ ଅନେକ ସୁବିଧା ଦେଇଛି । କିନ୍ତୁ ସେହି ସୁବିଧା ସହିତ ଅନେକ ସମସ୍ୟା ମଧ୍ୟ ଆଣିଛି । ଆଜି ସମାଜରେ ସବୁଠାରୁ ବଡ଼ ସମସ୍ୟା ହେଉଛି ପରିବାର ଭାଙ୍ଗିଯିବା । ଗୋଟିଏ ସମୟରେ ଯୌଥ ପରିବାର ଆମ ସମାଜର ମେରୁଦଣ୍ଡ ଥିଲା । ଜେଜେ ବାପା, ଜେଜେ ମା, ବାପା, ମା, ଦାଦା, ଖୁଡ଼ୀ ଓ ପିଲାମାନେ ଏକାଠି ରହୁଥିଲେ । ସମସ୍ତଙ୍କ ସୁଖ ଦୁଃଖରେ ସମସ୍ତେ ଭାଗୀଦାର ହେଉଥିଲେ । ଆଜି ଶିଳ୍ପାୟନ ଓ ସହରୀକରଣ ଫଳରେ ଯୌଥ ପରିବାର ପ୍ରଥା ଲୋପ ପାଇଯାଉଛି । ଚାକିରି ପାଇଁ ପିଲାମାନେ ଦୂର ସହରକୁ ଚାଲିଯାଉଛନ୍ତି । ବୃଦ୍ଧ ବାପା ମା ଏକାକୀ ଗାଁରେ ରହୁଛନ୍ତି । ବୃଦ୍ଧାଶ୍ରମ ସଂଖ୍ୟା ଦିନକୁ ଦିନ ବଢ଼ୁଛି । ସ୍ୱାମୀ ସ୍ତ୍ରୀ ଉଭୟ ଚାକିରି କରୁଥିବାରୁ ପିଲାମାନେ ସ୍ନେହ ଓ ଯତ୍ନରୁ ବଞ୍ଚିତ ହେଉଛନ୍ତି । ପିଲାମାନେ ଟେଲିଭିଜନ ଓ ମୋବାଇଲ ଫୋନରେ ସମୟ କଟାଉଛନ୍ତି । ପରିବାର ସଦସ୍ୟଙ୍କ ମଧ୍ୟରେ କଥାବାର୍ତ୍ତା କମି ଯାଉଛି । ଛୋଟ ଛୋଟ କଥାରେ ମନୋମାଳିନ୍ୟ ସୃଷ୍ଟି ହେଉଛି ଓ ଛାଡ଼ପତ୍ର ସଂଖ୍ୟା ବଢ଼ୁଛି । ପାଶ୍ଚାତ୍ୟ ସଂସ୍କୃତିର ଅନ୍ଧ ଅନୁକରଣ ଏଥିପାଇଁ ଅନେକାଂଶରେ ଦାୟୀ । ବ୍ୟକ୍ତିସ୍ୱାତନ୍ତ୍ର୍ୟ ନାଁରେ ଆମେ ପାରିବାରିକ ମୂଲ୍ୟବୋଧକୁ ଭୁଲିଯାଉଛୁ । ପରିବାର ହିଁ ମଣିଷର ପ୍ରଥମ ପାଠଶାଳା । ଏଠାରୁ ହିଁ ପିଲାମାନେ ସଂସ୍କାର, ଶୃଙ୍ଖଳା ଓ ମାନବିକତା ଶିଖନ୍ତି । ପରିବାର ଭାଙ୍ଗିଗଲେ ସମାଜ ମଧ୍ୟ ଦୁର୍ବଳ ହୋଇଯିବ । ତେଣୁ ପରିବାରକୁ ଏକାଠି ରଖିବା ପାଇଁ ଆମେ ସମସ୍ତେ ଉଦ୍ୟମ କରିବା ଦରକାର । ବୟସ୍କମାନଙ୍କୁ ସମ୍ମାନ ଦେବା, ପିଲାମାନଙ୍କୁ ସମୟ ଦେବା ଓ ପରସ୍ପରକୁ ବୁଝିବା ହିଁ ଏହାର ସମାଧାନ । ଛୁଟି ଦିନରେ ପରିବାର ସହ ସମୟ କଟାଇବା, ଏକାଠି ଖାଇବା ଓ ଆଲୋଚନା କରିବା ଅଭ୍ୟାସ କରିବା ଉଚିତ । (334, 1704, 724, 1941)
solution-cell: 1 (1313, 2081, 1331, 2099)
solution-cell: 7 (1348, 2098, 1366, 2116)
solution-cell: 7 (1436, 2133, 1454, 2151)
district-banner: ଜିଲା ଡାଏରୀ (4, 208, 186, 242)
anniversary-section (1164, 1520, 1494, 1650)
solution-cell: 5 (1313, 2186, 1331, 2204)
shark-email: ଇମେଲ: gandhim@nic.in (1021, 1046, 1140, 1057)
section-rule (4, 1606, 1146, 1608)
solution-cell: 5 (1436, 2098, 1454, 2116)
anniversary-title: ପଚିଶ ବର୍ଷ (1235, 1527, 1307, 1548)
chhai-article (4, 1078, 1146, 1602)
solution-cell: 2 (1436, 2116, 1454, 2134)
sudoku-grid[interactable] (1182, 1731, 1476, 2025)
solution-cell: 3 (1366, 2151, 1384, 2169)
sudoku-cell[interactable] (1345, 1959, 1377, 1991)
author-photo (655, 463, 737, 537)
solution-cell: 8 (1453, 2186, 1471, 2204)
solution-cell: 3 (1401, 2098, 1419, 2116)
quote-box (340, 4, 1110, 52)
solution-cell: 3 (1313, 2116, 1331, 2134)
contact-email[interactable]: mikul1@yahoo.com (Use only for advertisements, commercial queries) (1204, 1407, 1454, 1430)
contact-note: କେବଳ ସମ୍ପାଦକଙ୍କୁ ଚିଠି ପାଇଁ: (1265, 1315, 1393, 1326)
envelope-icon: ✉ (1164, 657, 1188, 691)
sudoku-cell[interactable] (1377, 1862, 1409, 1894)
sudoku-cell[interactable] (1313, 1862, 1345, 1894)
letter-body: ୨୦୧୩-୧୪ ଶିକ୍ଷାବର୍ଷ ପାଇଁ ଓଡ଼ିଶା ମାଧ୍ୟମିକ ଶିକ୍ଷା ପରିଷଦ ଦ୍ୱାରା ପ୍ରକାଶିତ ଇତିହାସ ପୁସ୍ତକରେ ଅନେକ ତ୍ରୁଟି ରହିଛି । ଛାତ୍ରଛାତ୍ରୀମାନେ ଭୁଲ ତଥ୍ୟ ପଢ଼ୁଛନ୍ତି । ଏହା ତୁରନ୍ତ ସଂଶୋଧନ ହେବା ଦରକାର । (1164, 893, 1494, 934)
chhai-author: ଡ. ସୁବାସ ଚନ୍ଦ୍ର ପାତ୍ର (4, 1080, 185, 1104)
sudoku-cell[interactable] (1410, 1733, 1442, 1765)
solution-cell: 7 (1383, 2116, 1401, 2134)
sudoku-cell[interactable] (1442, 1991, 1474, 2023)
sudoku-cell[interactable] (1377, 1959, 1409, 1991)
solution-cell: 5 (1418, 2133, 1436, 2151)
solution-cell: 7 (1401, 2063, 1419, 2081)
sudoku-cell[interactable] (1345, 1926, 1377, 1958)
shark-body-col1: ମୁମ୍ବାଇ ପୁଣେରୁ ମୋ ପାଖକୁ ଗୋଟିଏ ଚିଠି ଆସିଥିଲା । ସେଥିରେ ଲେଖାଥିଲା ଯେ ଶାର୍କ ମାଛର ଡେଣା କାଟି ତାକୁ ସମୁଦ୍ରକୁ ଫେରାଇ ଦିଆଯାଉଛି । ଡେଣା ନଥିବା ଶାର୍କ ପହଁରି ପାରେନି ଓ ଧୀରେ ଧୀରେ ମରିଯାଏ । ଶାର୍କ ଡେଣାର ସୁପ ଏସିଆର କେତେକ ଦେଶରେ ବିଳାସ ଖାଦ୍ୟ ଭାବେ ବିକ୍ରି ହୁଏ । ଏହି ବ୍ୟବସାୟ ପାଇଁ ପ୍ରତିବର୍ଷ କୋଟି କୋଟି ଶାର୍କ ହତ୍ୟା କରାଯାଉଛି । ଭାରତ ବିଶ୍ୱର ଅନ୍ୟତମ ବୃହତ୍ ଶାର୍କ ଡେଣା ରପ୍ତାନିକାରୀ ଦେଶ । ଆମ ଉପକୂଳରେ ଶାର୍କ ସଂଖ୍ୟା ଦ୍ରୁତ ହ୍ରାସ ପାଉଛି । ଶାର୍କ ସାମୁଦ୍ରିକ ପରିବେଶ ସନ୍ତୁଳନ ପାଇଁ ଅତ୍ୟନ୍ତ ଜରୁରୀ । ସେମାନେ ସମୁଦ୍ରର ଖାଦ୍ୟଶୃଙ୍ଖଳର ଶୀର୍ଷରେ ରହନ୍ତି । ଶାର୍କ ନଥିଲେ ଅନ୍ୟ ମାଛଙ୍କ ସଂଖ୍ୟା ଅସନ୍ତୁଳିତ ହୋଇଯିବ ଓ ପ୍ରବାଳ ପ୍ରାଚୀର ନଷ୍ଟ ହେବ । ସରକାର ଶାର୍କ ଡେଣା କାଟିବା ଉପରେ ନିଷେଧାଜ୍ଞା ଜାରି କରିଛନ୍ତି, ହେଲେ ଏହା କଡ଼ାକଡ଼ି ଲାଗୁ ହେଉନାହିଁ । ମତ୍ସ୍ୟଜୀବୀମାନେ ଅଧିକ ଲାଭ ପାଇଁ ଏହି ବେଆଇନ କାରବାର ଜାରି ରଖିଛନ୍ତି । ଶାର୍କ ଗୋଟିଏ ବର୍ଷରେ ଅଳ୍ପ ସଂଖ୍ୟକ ଛୁଆ ଜନ୍ମ ଦିଏ, ତେଣୁ ଏହାର ସଂଖ୍ୟା ପୁଣି ବଢ଼ିବା କଷ୍ଟକର । ଆମେ ସମସ୍ତେ ଶାର୍କ ଡେଣା ସୁପ ଖାଇବା ବନ୍ଦ କରିବା ଉଚିତ । ଉପଭୋକ୍ତା ନଥିଲେ ବ୍ୟବସାୟ ମଧ୍ୟ ବନ୍ଦ ହୋଇଯିବ । ହୋଟେଲ ଓ ରେସ୍ତୋରାଁଗୁଡ଼ିକ ମଧ୍ୟ ଏହା ପରିବେଷଣ ନ କରିବା ଦରକାର । ସମୁଦ୍ର ଆମ ସମସ୍ତଙ୍କର, ଏହାର ସୁରକ୍ଷା ଆମ ଦାୟିତ୍ୱ । (340, 158, 730, 353)
sudoku-cell[interactable] (1248, 1830, 1280, 1862)
solution-cell: 5 (1383, 2063, 1401, 2081)
sudoku-cell: 2 (1442, 1797, 1474, 1829)
solution-cell: 6 (1453, 2151, 1471, 2169)
solution-cell: 9 (1436, 2151, 1454, 2169)
sudoku-cell[interactable] (1248, 1894, 1280, 1926)
sudoku-cell[interactable] (1442, 1830, 1474, 1862)
letter-body: ମାଧ୍ୟମିକ ଶିକ୍ଷା ପରିଷଦ ପକ୍ଷରୁ ପରିଚାଳିତ ଓଟିଇଟି ପରୀକ୍ଷାର ଫଳ ନିରାଶାଜନକ । ଅତି ଅଳ୍ପ ସଂଖ୍ୟକ ପରୀକ୍ଷାର୍ଥୀ ଉତ୍ତୀର୍ଣ୍ଣ ହୋଇଛନ୍ତି । ଶିକ୍ଷକ ପ୍ରଶିକ୍ଷଣ ବ୍ୟବସ୍ଥାରେ ତ୍ରୁଟି ରହିଛି । (1164, 1040, 1494, 1081)
solution-cell: 2 (1418, 2081, 1436, 2099)
anniversary-header (1164, 1520, 1494, 1584)
letters-banner-row (1164, 654, 1494, 694)
solution-cell: 2 (1348, 2203, 1366, 2221)
solution-cell: 4 (1436, 2063, 1454, 2081)
solution-cell: 4 (1383, 2081, 1401, 2099)
solution-cell: 9 (1401, 2081, 1419, 2099)
shark-author: ମାନେକା ଗାନ୍ଧୀ (774, 503, 884, 524)
sudoku-title: ସୁ-ଡୋ-କୁ (1354, 1666, 1494, 1708)
solution-cell: 6 (1313, 2168, 1331, 2186)
sudoku-header (1164, 1662, 1494, 1719)
section-rule (4, 1072, 1146, 1074)
solution-cell: 6 (1366, 2081, 1384, 2099)
sudoku-cell: 1 (1281, 1991, 1313, 2023)
quote-attribution: -ଶ୍ରୀମା (1007, 37, 1039, 48)
solution-cell: 3 (1331, 2203, 1349, 2221)
sudoku-cell[interactable] (1377, 1765, 1409, 1797)
sudoku-cell: 7 (1216, 1830, 1248, 1862)
column-tag: ପରିବେଶ ପରିଚିନ୍ତା (743, 465, 915, 495)
sudoku-cell: 3 (1184, 1894, 1216, 1926)
sudoku-cell[interactable] (1410, 1959, 1442, 1991)
sudoku-cell[interactable] (1184, 1765, 1216, 1797)
solution-cell: 8 (1436, 2081, 1454, 2099)
sudoku-cell: 5 (1345, 1991, 1377, 2023)
page-bottom-rule (0, 2318, 1498, 2322)
sudoku-cell[interactable] (1442, 1733, 1474, 1765)
poem-title: ଚିରନ୍ତନୀ (15, 13, 114, 43)
sudoku-cell[interactable] (1184, 1830, 1216, 1862)
solution-cell: 7 (1453, 2081, 1471, 2099)
chhai-body-col2: ଇଂରାଜୀରେ ପ୍ରଚଳିତ ଏକ ପ୍ରବାଦ ଅଛି 'ଶ୍ୟାଡୋ ଚେଜିଂ' ଅର୍ଥାତ୍ ଛାଇ ପଛରେ ଦୌଡ଼ିବା । ଆମ ସମାଜରେ ଅଧିକାଂଶ ଲୋକ ଏହିପରି ଛାଇ ପଛରେ ଦୌଡ଼ୁଛନ୍ତି । ସେମାନେ ବାସ୍ତବ ସୁଖ ଓ ଶାନ୍ତି ଖୋଜିବା ପରିବର୍ତ୍ତେ ବାହ୍ୟ ଚାକଚକ୍ୟ ପଛରେ ଧାଉଁଛନ୍ତି । ଧନ, ଯଶ, ପ୍ରତିପତ୍ତି ଓ କ୍ଷମତା ପାଇଁ ମଣିଷ ନିଜର ମୂଲ୍ୟବୋଧକୁ ଭୁଲି ଯାଉଛି । ଶିକ୍ଷା ବ୍ୟବସ୍ଥା ମଧ୍ୟ ଏହି ଦୌଡ଼ର ଅଂଶ ପାଲଟିଛି । ପିଲାମାନଙ୍କୁ ଜ୍ଞାନ ଅର୍ଜନ ପରିବର୍ତ୍ତେ ନମ୍ବର ଓ ଚାକିରି ପାଇଁ ପ୍ରସ୍ତୁତ କରାଯାଉଛି । ଅଭିଭାବକମାନେ ପିଲାଙ୍କ ଆଗ୍ରହ ନ ବୁଝି ସେମାନଙ୍କ ଉପରେ ନିଜ ଇଚ୍ଛା ଲଦି ଦେଉଛନ୍ତି । ଫଳରେ ପିଲାମାନେ ମାନସିକ ଚାପରେ ରହୁଛନ୍ତି । ସମାଜରେ ପ୍ରତିଯୋଗିତା ଏତେ ବଢ଼ିଛି ଯେ ମଣିଷ ମଣିଷକୁ ଶତ୍ରୁ ଭାବେ ଦେଖୁଛି । ଆତ୍ମୀୟତା, ସହାନୁଭୂତି ଓ ସହଯୋଗ ଭଳି ଗୁଣ କମି ଆସୁଛି । ପ୍ରକୃତ ସୁଖ ଆମ ଅନ୍ତରରେ ଲୁଚି ରହିଛି । ତାକୁ ଖୋଜିବା ପାଇଁ ଆତ୍ମଚିନ୍ତନ ଆବଶ୍ୟକ । ଆଧ୍ୟାତ୍ମିକତା ଓ ସରଳ ଜୀବନଯାପନ ମଣିଷକୁ ଶାନ୍ତି ଦେଇପାରେ । ଆମ ପୂର୍ବପୁରୁଷମାନେ ସନ୍ତୋଷକୁ ସର୍ବୋଚ୍ଚ ଧନ ବୋଲି କହିଥିଲେ । ଆଜି ସେହି ଶିକ୍ଷାକୁ ପୁଣି ମନେ ପକାଇବାର ସମୟ ଆସିଛି । ଛାଇ ପଛରେ ଦୌଡ଼ିଲେ ଛାଇ ଆଗକୁ ଚାଲିଯାଏ, କିନ୍ତୁ ସୂର୍ଯ୍ୟ ଆଡ଼କୁ ମୁହଁ କଲେ ଛାଇ ନିଜେ ପଛରେ ରହିଯାଏ । ଠିକ୍ ସେହିପରି ଲୋଭ ଛାଡ଼ି ସତ୍ୟ ଆଡ଼କୁ ଗଲେ ସୁଖ ନିଜେ ଆସି ପହଞ୍ଚେ । (334, 1168, 724, 1363)
solution-cell: 5 (1453, 2168, 1471, 2186)
sudoku-cell: 1 (1442, 1765, 1474, 1797)
contact-box (1168, 1254, 1490, 1502)
